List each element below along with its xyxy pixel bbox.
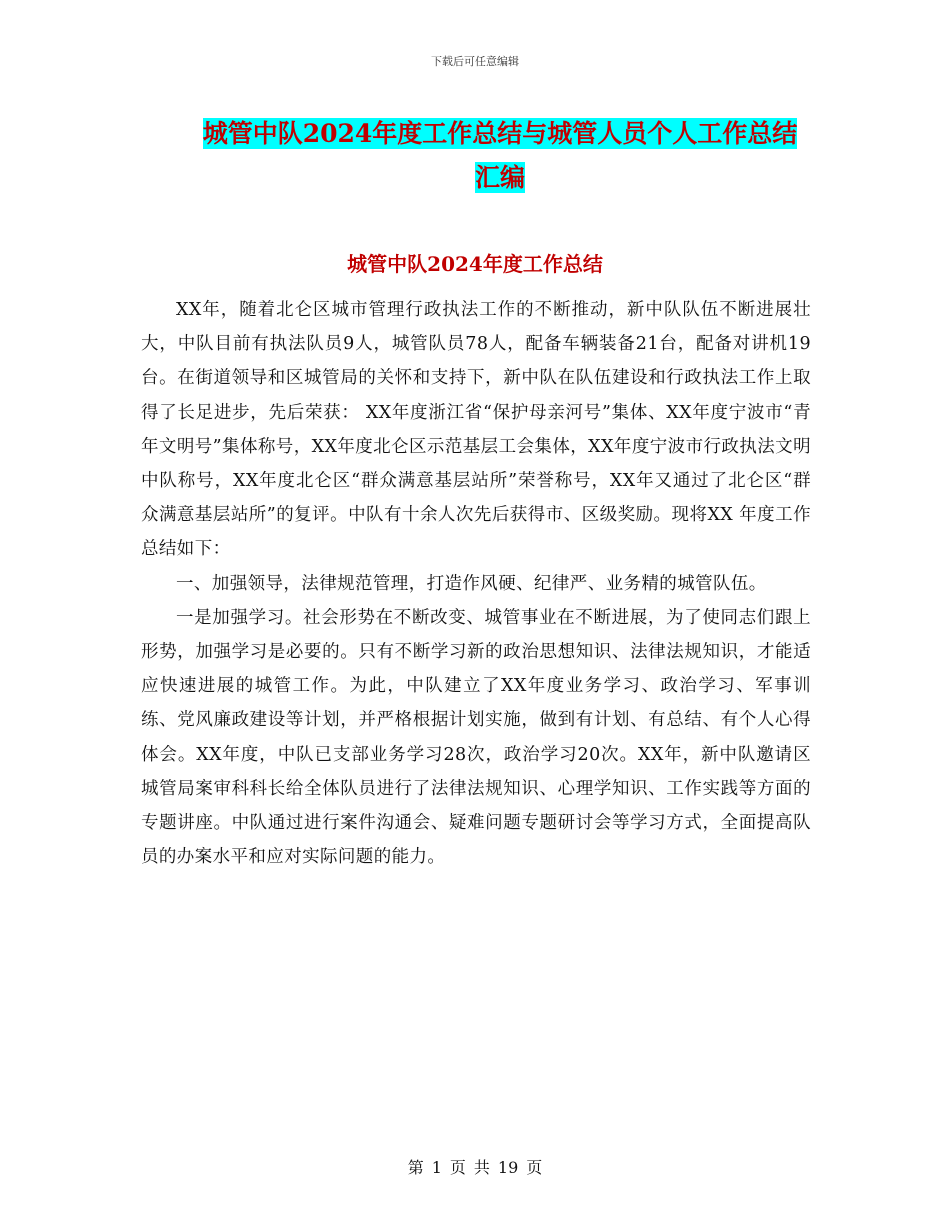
footer-label-total: 共 (473, 1158, 490, 1177)
paragraph: 一、加强领导，法律规范管理，打造作风硬、纪律严、业务精的城管队伍。 (176, 573, 767, 594)
document-title-line1: 城管中队2024年度工作总结与城管人员个人工作总结 (202, 119, 798, 148)
paragraph: XX年，随着北仑区城市管理行政执法工作的不断推动，新中队队伍不断进展壮大，中队目前有执法队员9人，城管队员78人，配备车辆装备21台，配备对讲机19台。在街道领导和区城管局的关怀和支持下，新中队在队伍建设和行政执法工作上取得了长足进步，先后荣获： XX年度浙江省“保护母亲河号”集体、XX年度宁波市“青年文明号”集体称号，XX年度北仑区示范基层工会集体，XX年度宁波市行政执法文明中队称号，XX年度北仑区“群众满意基层站所”荣誉称号，XX年又通过了北仑区“群众满意基层站所”的复评。中队有十余人次先后获得市、区级奖励。现将XX 年度工作总结如下： (141, 300, 811, 560)
footer-total-pages: 19 (497, 1158, 519, 1177)
section-title: 城管中队2024年度工作总结 (347, 252, 603, 276)
paragraph: 一是加强学习。社会形势在不断改变、城管事业在不断进展，为了使同志们跟上形势，加强学习是必要的。只有不断学习新的政治思想知识、法律法规知识，才能适应快速进展的城管工作。为此，中队建立了XX年度业务学习、政治学习、军事训练、党风廉政建设等计划，并严格根据计划实施，做到有计划、有总结、有个人心得体会。XX年度，中队已支部业务学习28次，政治学习20次。XX年，新中队邀请区城管局案审科科长给全体队员进行了法律法规知识、心理学知识、工作实践等方面的专题讲座。中队通过进行案件沟通会、疑难问题专题研讨会等学习方式，全面提高队员的办案水平和应对实际问题的能力。 (141, 607, 811, 868)
document-title-line2: 汇编 (474, 163, 525, 192)
document-title (140, 112, 860, 200)
footer-label-unit: 页 (449, 1158, 466, 1177)
footer-label-page: 第 (407, 1158, 424, 1177)
header-note: 下载后可任意编辑 (431, 55, 519, 68)
body-text (141, 293, 811, 874)
footer-current-page: 1 (431, 1158, 442, 1177)
page-footer (0, 1155, 950, 1178)
footer-label-unit2: 页 (526, 1158, 543, 1177)
